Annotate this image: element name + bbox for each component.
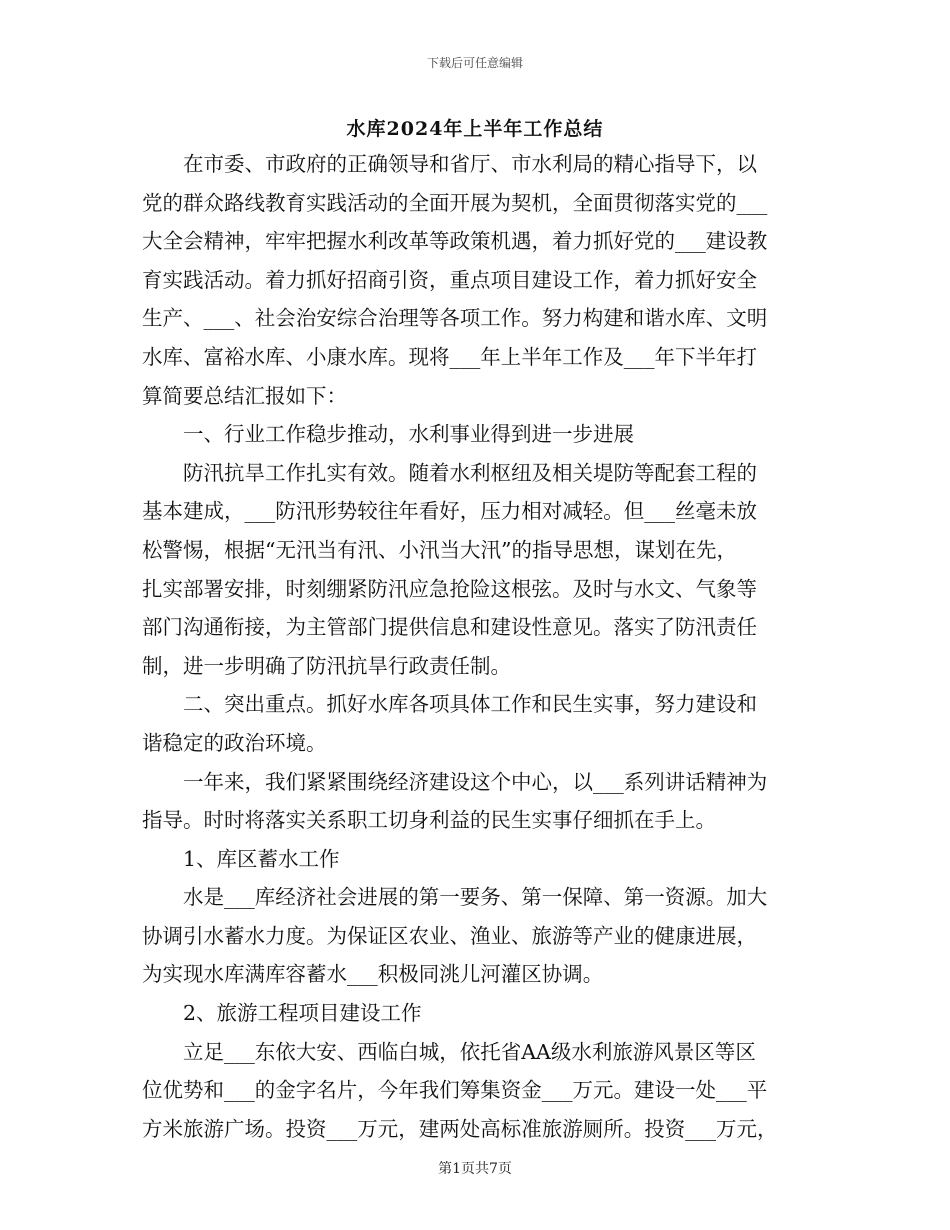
text-line: 大全会精神，牢牢把握水利改革等政策机遇，着力抓好党的___建设教 [142, 229, 768, 254]
subsection-heading-1: 1、库区蓄水工作 [142, 846, 340, 871]
text-line: 位优势和___的金字名片，今年我们筹集资金___万元。建设一处___平 [142, 1078, 768, 1103]
text-line: 指导。时时将落实关系职工切身利益的民生实事仔细抓在手上。 [142, 808, 716, 833]
page-footer: 第1页共7页 [438, 1161, 512, 1177]
text-line: 防汛抗旱工作扎实有效。随着水利枢纽及相关堤防等配套工程的 [142, 460, 757, 485]
text-line: 在市委、市政府的正确领导和省厅、市水利局的精心指导下，以 [142, 152, 757, 176]
text-line: 松警惕，根据“无汛当有汛、小汛当大汛”的指导思想，谋划在先， [142, 537, 737, 562]
subsection-heading-2: 2、旅游工程项目建设工作 [142, 1001, 422, 1026]
text-line: 谐稳定的政治环境。 [142, 730, 327, 755]
text-line: 水是___库经济社会进展的第一要务、第一保障、第一资源。加大 [142, 885, 768, 910]
document-body [142, 145, 810, 1148]
text-line: 育实践活动。着力抓好招商引资，重点项目建设工作，着力抓好安全 [142, 267, 757, 292]
text-line: 为实现水库满库容蓄水___积极同洮儿河灌区协调。 [142, 962, 604, 987]
text-line: 生产、___、社会治安综合治理等各项工作。努力构建和谐水库、文明 [142, 306, 768, 331]
header-note: 下载后可任意编辑 [426, 56, 523, 70]
text-line: 部门沟通衔接，为主管部门提供信息和建设性意见。落实了防汛责任 [142, 615, 757, 640]
text-line: 协调引水蓄水力度。为保证区农业、渔业、旅游等产业的健康进展， [142, 923, 757, 948]
section-heading-2: 二、突出重点。抓好水库各项具体工作和民生实事，努力建设和 [142, 692, 757, 717]
text-line: 算简要总结汇报如下： [142, 383, 347, 408]
text-line: 水库、富裕水库、小康水库。现将___年上半年工作及___年下半年打 [142, 344, 757, 369]
text-line: 立足___东依大安、西临白城，依托省AA级水利旅游风景区等区 [142, 1039, 756, 1064]
text-line: 基本建成，___防汛形势较往年看好，压力相对减轻。但___丝毫未放 [142, 499, 757, 524]
text-line: 方米旅游广场。投资___万元，建两处高标准旅游厕所。投资___万元， [142, 1116, 778, 1141]
text-line: 一年来，我们紧紧围绕经济建设这个中心，以___系列讲话精神为 [142, 769, 768, 794]
text-line: 制，进一步明确了防汛抗旱行政责任制。 [142, 653, 511, 678]
section-heading-1: 一、行业工作稳步推动，水利事业得到进一步进展 [142, 422, 634, 447]
text-line: 扎实部署安排，时刻绷紧防汛应急抢险这根弦。及时与水文、气象等 [142, 576, 757, 601]
document-title: 水库2024年上半年工作总结 [346, 118, 604, 140]
text-line: 党的群众路线教育实践活动的全面开展为契机，全面贯彻落实党的___ [142, 190, 768, 215]
